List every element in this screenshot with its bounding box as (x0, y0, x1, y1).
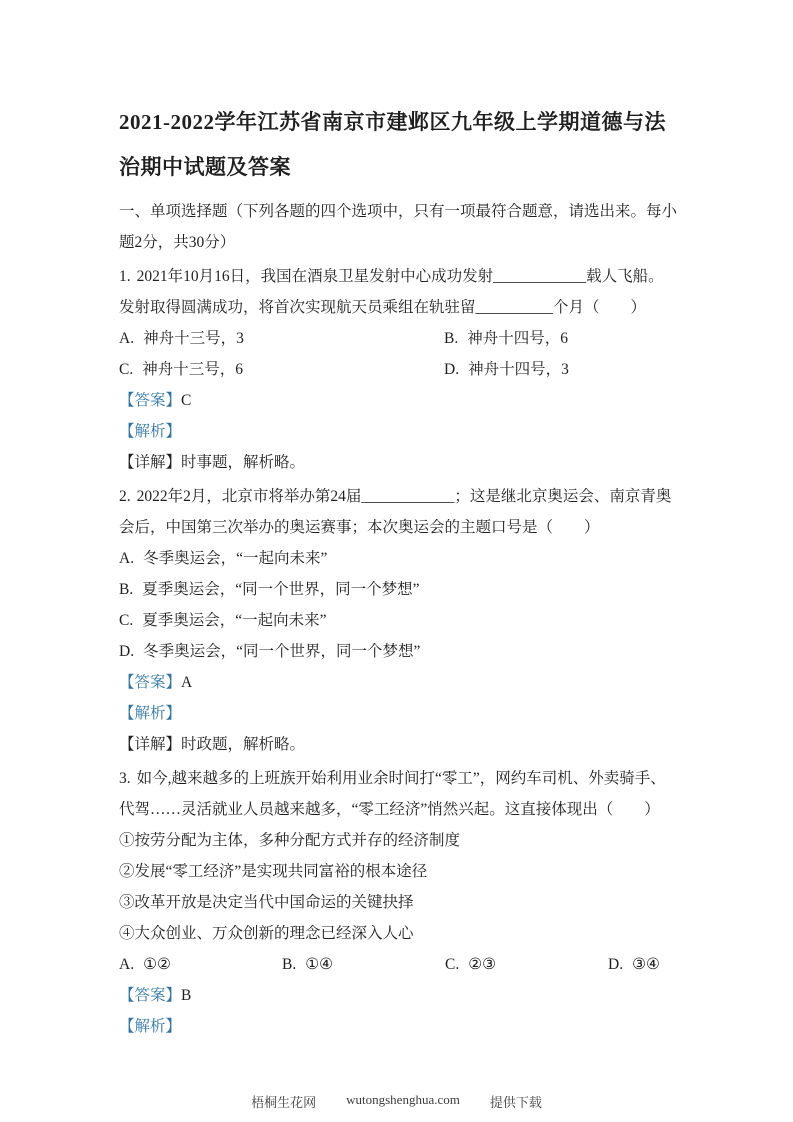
question-stem (119, 763, 679, 825)
answer-line (119, 385, 679, 416)
option-label: A. (119, 550, 135, 567)
option-label: D. (444, 361, 460, 378)
analysis-line (119, 698, 679, 729)
question-block (119, 763, 679, 1042)
option (119, 323, 444, 354)
section-header: 一、单项选择题（下列各题的四个选项中，只有一项最符合题意，请选出来。每小题2分，共30分） (119, 203, 678, 251)
answer-label: 【答案】 (119, 392, 182, 409)
options-group (119, 949, 679, 980)
statement: ④大众创业、万众创新的理念已经深入人心 (119, 925, 414, 942)
detail-line (119, 447, 679, 478)
question-number: 1. (119, 268, 131, 285)
option-label: C. (445, 956, 460, 973)
detail-text: 时事题，解析略。 (181, 454, 306, 471)
statement: ②发展“零工经济”是实现共同富裕的根本途径 (119, 863, 428, 880)
answer-line (119, 980, 679, 1011)
question-stem-text: 2021年10月16日，我国在酒泉卫星发射中心成功发射____________载人飞船。发射取得圆满成功，将首次实现航天员乘组在轨驻留__________个月（ ） (119, 268, 664, 316)
options-group (119, 323, 679, 385)
detail-line (119, 729, 679, 760)
option-label: D. (608, 956, 624, 973)
answer-line (119, 667, 679, 698)
option (444, 323, 679, 354)
statement: ①按劳分配为主体，多种分配方式并存的经济制度 (119, 832, 461, 849)
option-label: A. (119, 330, 135, 347)
document-page (119, 100, 679, 1042)
analysis-label: 【解析】 (119, 423, 182, 440)
question-number: 2. (119, 488, 131, 505)
answer-value: C (181, 392, 192, 409)
option-label: B. (444, 330, 459, 347)
questions (119, 261, 679, 1042)
page-title: 2021-2022学年江苏省南京市建邺区九年级上学期道德与法治期中试题及答案 (119, 110, 666, 179)
option-label: A. (119, 956, 135, 973)
detail-text: 时政题，解析略。 (181, 736, 306, 753)
footer-site-url: wutongshenghua.com (346, 1092, 460, 1107)
options-group (119, 543, 679, 667)
option-text: ①② (143, 956, 171, 973)
option-text: 冬季奥运会，“一起向未来” (143, 550, 328, 567)
option (608, 949, 679, 980)
option-text: ③④ (632, 956, 660, 973)
option-text: 夏季奥运会，“同一个世界，同一个梦想” (142, 581, 420, 598)
detail-label: 【详解】 (119, 454, 182, 471)
option-text: 神舟十四号，6 (467, 330, 568, 347)
question-block (119, 481, 679, 760)
option (445, 949, 608, 980)
option (119, 543, 679, 574)
option-text: 神舟十三号，3 (143, 330, 244, 347)
option (119, 636, 679, 667)
question-stem (119, 481, 679, 543)
question-block (119, 261, 679, 478)
option-label: C. (119, 361, 134, 378)
answer-label: 【答案】 (119, 674, 182, 691)
analysis-line (119, 1011, 679, 1042)
option-text: 神舟十三号，6 (142, 361, 243, 378)
option (282, 949, 445, 980)
question-stem-text: 2022年2月，北京市将举办第24届____________；这是继北京奥运会、南京青奥会后，中国第三次举办的奥运赛事；本次奥运会的主题口号是（ ） (119, 488, 672, 536)
option (119, 605, 679, 636)
option-label: D. (119, 643, 135, 660)
footer-download-text: 提供下载 (489, 1095, 542, 1110)
question-stem (119, 261, 679, 323)
question-stem-text: 如今,越来越多的上班族开始利用业余时间打“零工”，网约车司机、外卖骑手、代驾……灵活就业人员越来越多，“零工经济”悄然兴起。这直接体现出（ ） (119, 770, 666, 818)
option-label: B. (119, 581, 134, 598)
option (119, 354, 444, 385)
answer-value: B (181, 987, 192, 1004)
option-text: ①④ (305, 956, 334, 973)
analysis-line (119, 416, 679, 447)
analysis-label: 【解析】 (119, 1018, 182, 1035)
statement: ③改革开放是决定当代中国命运的关键抉择 (119, 894, 414, 911)
option (444, 354, 679, 385)
analysis-label: 【解析】 (119, 705, 182, 722)
detail-label: 【详解】 (119, 736, 182, 753)
option-label: B. (282, 956, 297, 973)
option-text: ②③ (468, 956, 497, 973)
option-text: 夏季奥运会，“一起向未来” (142, 612, 327, 629)
option-text: 神舟十四号，3 (468, 361, 569, 378)
option (119, 574, 679, 605)
option-label: C. (119, 612, 134, 629)
footer-site-name: 梧桐生花网 (251, 1095, 317, 1110)
option-text: 冬季奥运会，“同一个世界，同一个梦想” (143, 643, 421, 660)
answer-value: A (181, 674, 193, 691)
answer-label: 【答案】 (119, 987, 182, 1004)
option (119, 949, 282, 980)
question-number: 3. (119, 770, 131, 787)
page-footer (0, 1092, 793, 1111)
